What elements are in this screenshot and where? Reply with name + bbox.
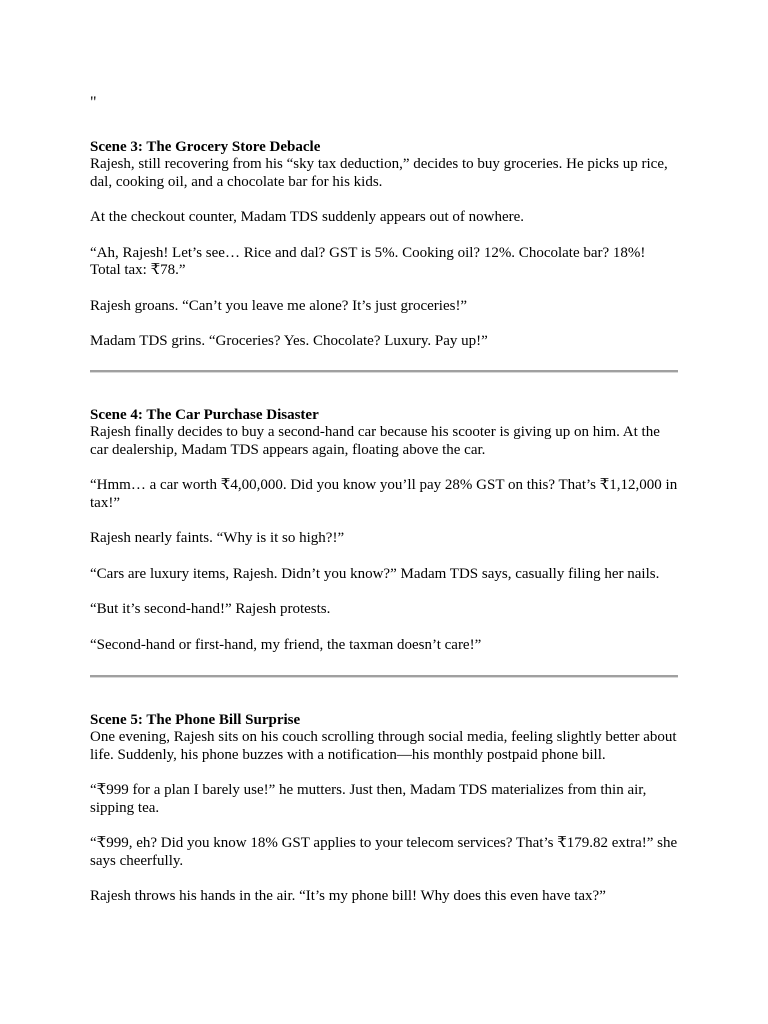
paragraph: “₹999 for a plan I barely use!” he mutters. Just then, Madam TDS materializes from thin air, sipping tea.	[90, 782, 647, 816]
stray-quote-mark: "	[90, 94, 97, 111]
paragraph: Rajesh nearly faints. “Why is it so high?!”	[90, 530, 345, 546]
paragraph: One evening, Rajesh sits on his couch scrolling through social media, feeling slightly better about life. Suddenly, his phone buzzes with a notification—his monthly postpaid phone bill.	[90, 729, 677, 763]
paragraph: Rajesh groans. “Can’t you leave me alone? It’s just groceries!”	[90, 297, 468, 314]
paragraph: “Hmm… a car worth ₹4,00,000. Did you know you’ll pay 28% GST on this? That’s ₹1,12,000 in tax!”	[90, 477, 678, 511]
paragraph: Rajesh, still recovering from his “sky tax deduction,” decides to buy groceries. He picks up rice, dal, cooking oil, and a chocolate bar for his kids.	[90, 156, 668, 190]
paragraph: “₹999, eh? Did you know 18% GST applies to your telecom services? That’s ₹179.82 extra!” she says cheerfully.	[90, 835, 678, 869]
paragraph: “But it’s second-hand!” Rajesh protests.	[90, 601, 331, 617]
paragraph: Madam TDS grins. “Groceries? Yes. Chocolate? Luxury. Pay up!”	[90, 333, 488, 349]
scene-5	[90, 711, 678, 924]
scene-title: Scene 3: The Grocery Store Debacle	[90, 139, 321, 155]
paragraph: Rajesh throws his hands in the air. “It’s my phone bill! Why does this even have tax?”	[90, 888, 606, 904]
scene-4	[90, 406, 678, 672]
section-divider	[90, 675, 678, 678]
paragraph: “Second-hand or first-hand, my friend, the taxman doesn’t care!”	[90, 636, 482, 653]
scene-title: Scene 4: The Car Purchase Disaster	[90, 407, 319, 423]
paragraph: At the checkout counter, Madam TDS suddenly appears out of nowhere.	[90, 209, 525, 225]
scene-title: Scene 5: The Phone Bill Surprise	[90, 712, 301, 728]
scene-3	[90, 138, 678, 369]
section-divider	[90, 370, 678, 373]
paragraph: “Ah, Rajesh! Let’s see… Rice and dal? GST is 5%. Cooking oil? 12%. Chocolate bar? 18%! Total tax: ₹78.”	[90, 244, 646, 278]
paragraph: “Cars are luxury items, Rajesh. Didn’t you know?” Madam TDS says, casually filing her nails.	[90, 565, 660, 582]
paragraph: Rajesh finally decides to buy a second-hand car because his scooter is giving up on him. At the car dealership, Madam TDS appears again, floating above the car.	[90, 424, 660, 458]
